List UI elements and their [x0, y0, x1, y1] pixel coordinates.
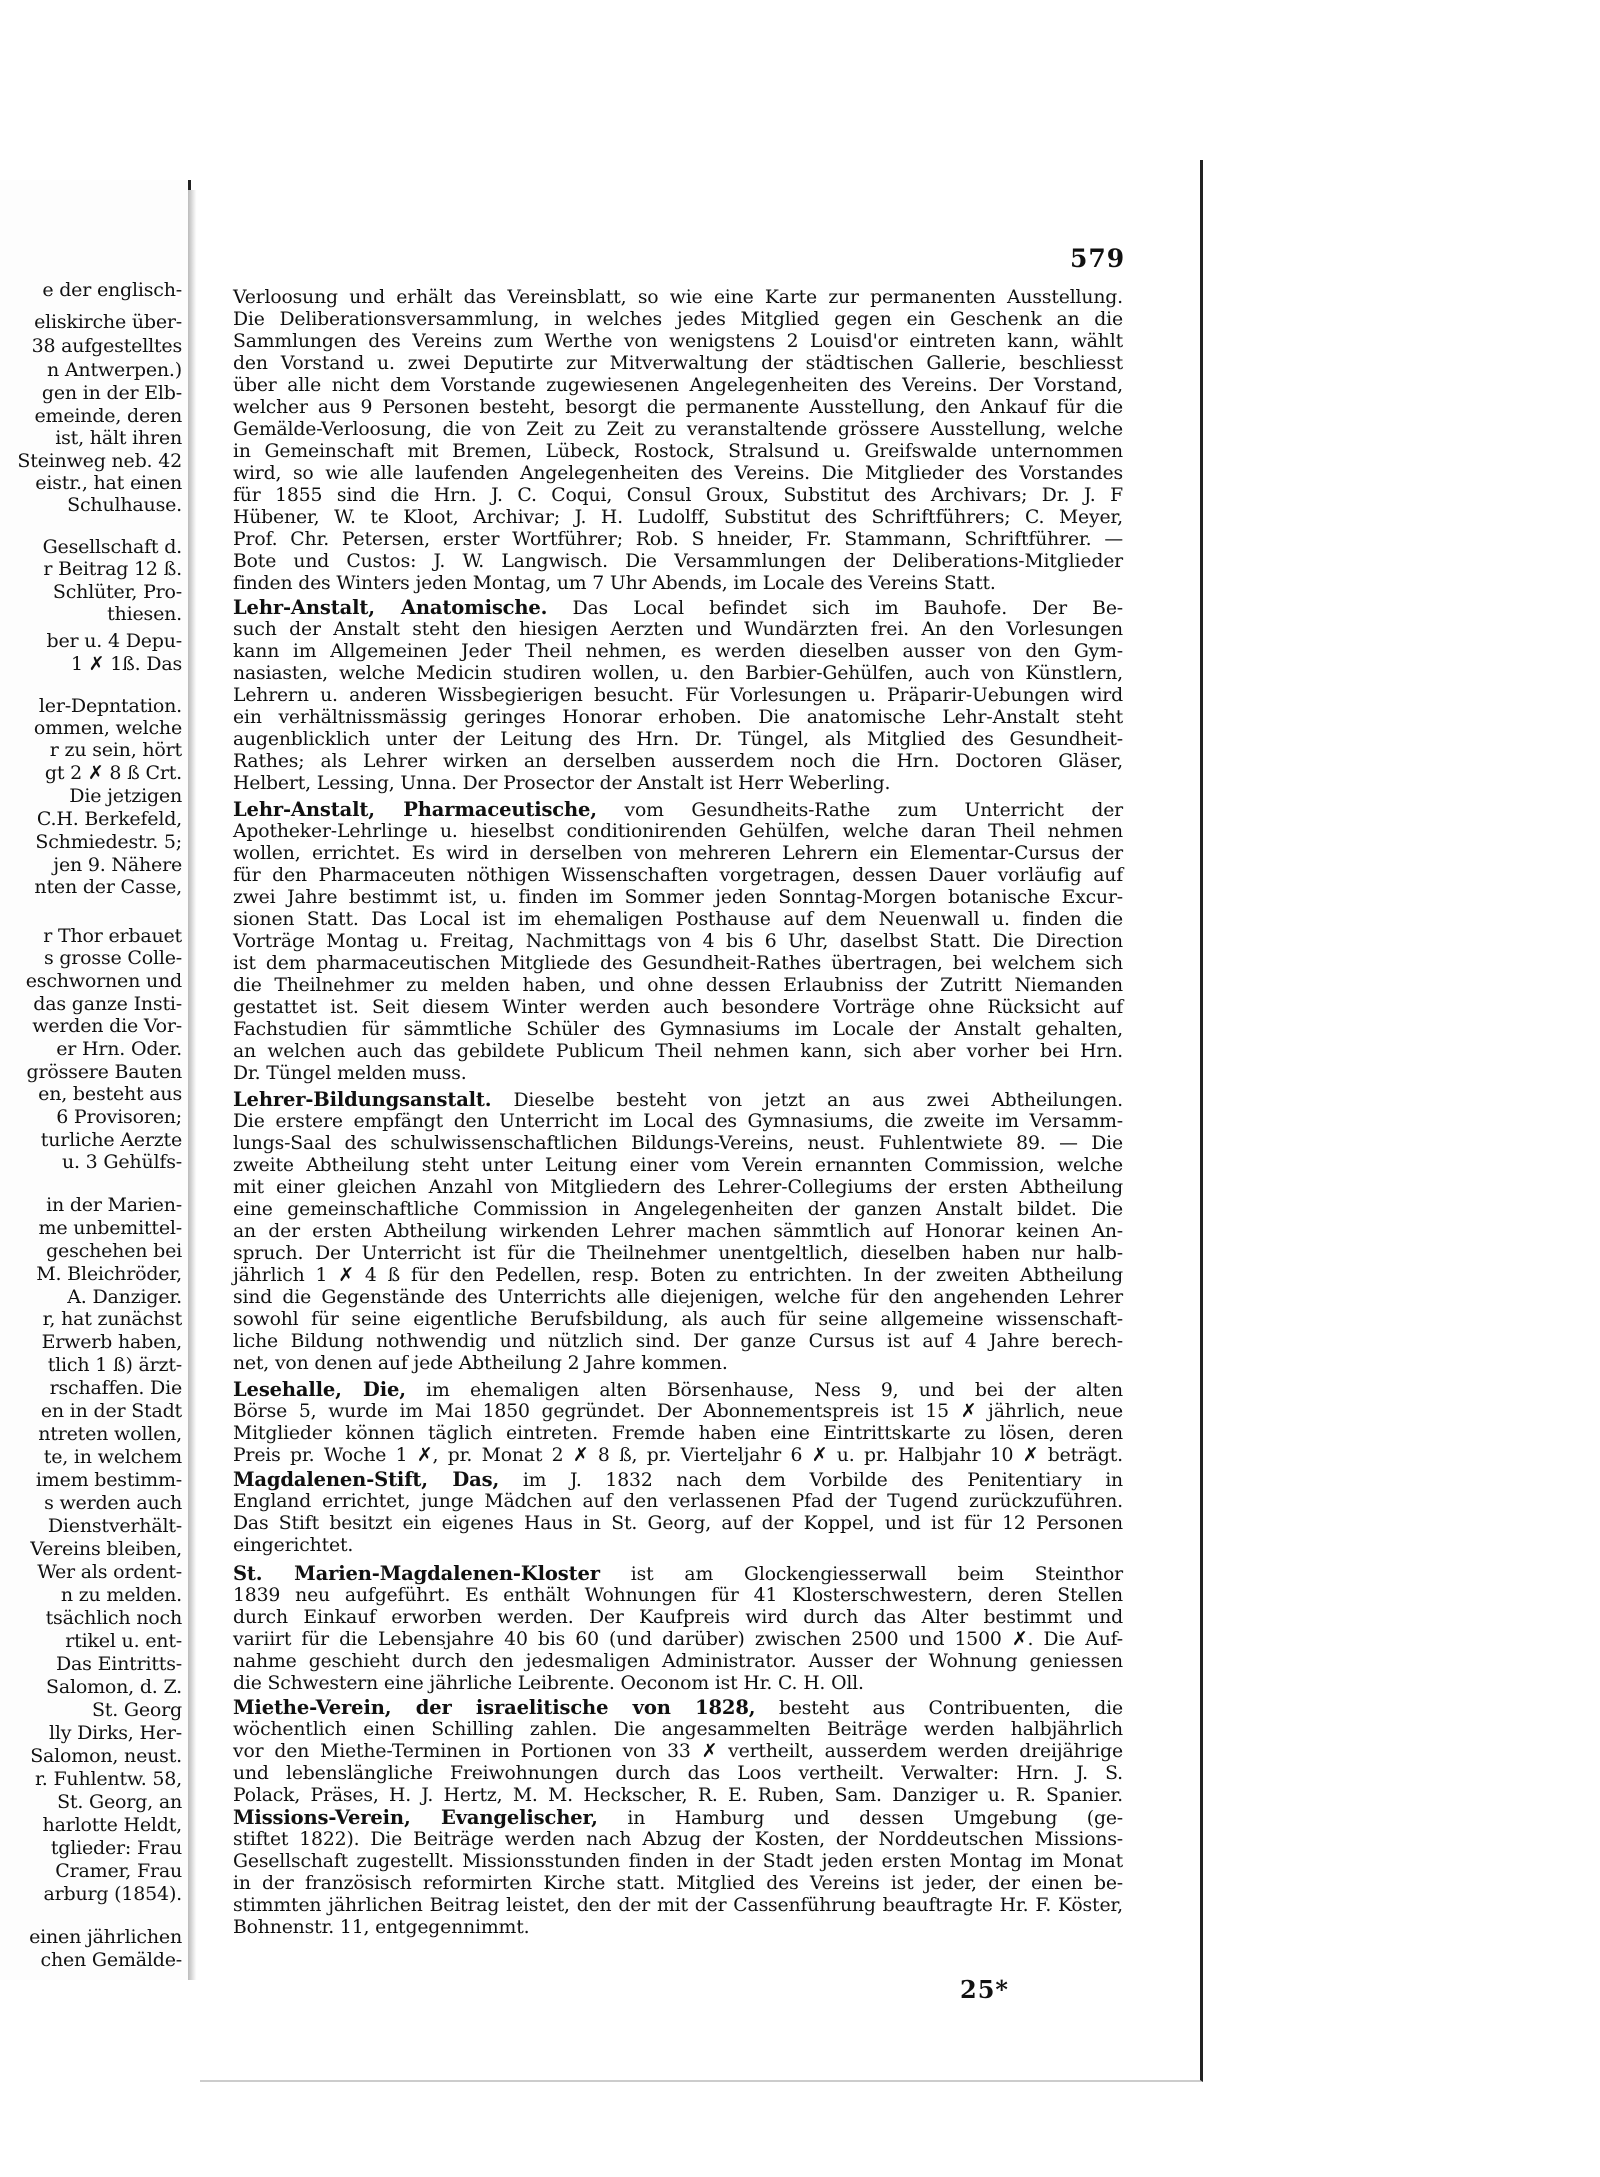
line-text: durch Einkauf erworben werden. Der Kaufpreis wird durch das Alter bestimmt und [233, 1607, 1123, 1628]
left-column-line: imem bestimm- [35, 1469, 182, 1491]
line-text: Bohnenstr. 11, entgegennimmt. [233, 1917, 530, 1938]
left-column-line: in der Marien- [46, 1194, 182, 1216]
left-column-line: 6 Provisoren; [56, 1106, 182, 1128]
line-text: net, von denen auf jede Abtheilung 2 Jahre kommen. [233, 1353, 728, 1374]
line-text: Apotheker-Lehrlinge u. hieselbst conditionirenden Gehülfen, welche daran Theil nehmen [233, 821, 1123, 842]
line-text: wird, so wie alle laufenden Angelegenheiten des Vereins. Die Mitglieder des Vorstandes [233, 463, 1123, 484]
left-column-line: Salomon, neust. [30, 1745, 182, 1767]
text-line [233, 1607, 1123, 1629]
text-line [233, 931, 1123, 953]
text-line [233, 573, 1123, 595]
line-text: stimmten jährlichen Beitrag leistet, den der mit der Cassenführung beauftragte Hr. F. Köster, [233, 1895, 1123, 1916]
line-text: ist am Glockengiesserwall beim Steinthor [599, 1564, 1123, 1585]
line-text: spruch. Der Unterricht ist für die Theilnehmer unentgeltlich, dieselben haben nur halb- [233, 1243, 1123, 1264]
line-text: sind die Gegenstände des Unterrichts alle diejenigen, welche für den angehenden Lehrer [233, 1287, 1123, 1308]
text-line [233, 909, 1123, 931]
entry-heading: Missions-Verein, Evangelischer, [233, 1806, 598, 1829]
text-line [233, 1673, 1123, 1695]
line-text: Dieselbe besteht von jetzt an aus zwei Abtheilungen. [491, 1090, 1123, 1111]
entry-heading: St. Marien-Magdalenen-Kloster [233, 1562, 600, 1585]
line-text: in der französisch reformirten Kirche statt. Mitglied des Vereins ist jeder, der einen be- [233, 1873, 1123, 1894]
line-text: variirt für die Lebensjahre 40 bis 60 (und darüber) zwischen 2500 und 1500 ✗. Die Auf- [233, 1629, 1123, 1650]
text-line [233, 1353, 1123, 1375]
text-line [233, 1535, 1123, 1557]
text-line [233, 1423, 1123, 1445]
line-text: welcher aus 9 Personen besteht, besorgt die permanente Ausstellung, den Ankauf für die [233, 397, 1123, 418]
left-column-line: ist, hält ihren [55, 427, 182, 449]
left-column-line: Steinweg neb. 42 [17, 450, 182, 472]
text-line [233, 1563, 1123, 1586]
left-column-line: en in der Stadt [40, 1400, 182, 1422]
left-column-line: Wer als ordent- [37, 1561, 182, 1583]
left-column-line: tglieder: Frau [50, 1837, 182, 1859]
text-line [233, 1309, 1123, 1331]
left-column-line: Die jetzigen [69, 785, 182, 807]
text-line [233, 1513, 1123, 1535]
left-column-line: A. Danziger. [67, 1286, 182, 1308]
text-line [233, 707, 1123, 729]
text-line [233, 1221, 1123, 1243]
left-column-line: grössere Bauten [26, 1061, 182, 1083]
left-column-line: tlich 1 ß) ärzt- [47, 1354, 182, 1376]
left-column-line: ommen, welche [33, 717, 182, 739]
left-column-line: me unbemittel- [38, 1217, 182, 1239]
line-text: Sammlungen des Vereins zum Werthe von wenigstens 2 Louisd'or eintreten kann, wählt [233, 331, 1123, 352]
left-column-line: ber u. 4 Depu- [46, 630, 182, 652]
text-line [233, 641, 1123, 663]
entry-heading: Lehr-Anstalt, Anatomische. [233, 596, 548, 619]
left-column-line: emeinde, deren [34, 405, 182, 427]
line-text: an welchen auch das gebildete Publicum Theil nehmen kann, sich aber vorher bei Hrn. [233, 1041, 1123, 1062]
text-line [233, 1807, 1123, 1830]
text-line [233, 551, 1123, 573]
text-line [233, 1089, 1123, 1112]
line-text: Dr. Tüngel melden muss. [233, 1063, 467, 1084]
left-column-line: r zu sein, hört [49, 739, 182, 761]
line-text: Fachstudien für sämmtliche Schüler des Gymnasiums im Locale der Anstalt gehalten, [233, 1019, 1123, 1040]
line-text: im J. 1832 nach dem Vorbilde des Penitentiary in [499, 1470, 1124, 1491]
text-line [233, 773, 1123, 795]
line-text: nasiasten, welche Medicin studiren wollen, u. den Barbier-Gehülfen, auch von Künstlern, [233, 663, 1123, 684]
left-column-line: er Hrn. Oder. [56, 1038, 182, 1060]
text-line [233, 1851, 1123, 1873]
text-line [233, 375, 1123, 397]
text-line [233, 1895, 1123, 1917]
entry-heading: Lehr-Anstalt, Pharmaceutische, [233, 798, 597, 821]
left-column-line: das ganze Insti- [33, 993, 182, 1015]
entry-heading: Lehrer-Bildungsanstalt. [233, 1088, 492, 1111]
line-text: im ehemaligen alten Börsenhause, Ness 9, und bei der alten [405, 1380, 1123, 1401]
line-text: nahme geschieht durch den jedesmaligen Administrator. Ausser der Wohnung geniessen [233, 1651, 1123, 1672]
book-gutter [188, 190, 200, 1980]
text-line [233, 1331, 1123, 1353]
text-line [233, 529, 1123, 551]
text-line [233, 1785, 1123, 1807]
text-line [233, 997, 1123, 1019]
text-line [233, 1155, 1123, 1177]
text-line [233, 419, 1123, 441]
line-text: Bote und Custos: J. W. Langwisch. Die Versammlungen der Deliberations-Mitglieder [233, 551, 1123, 572]
text-line [233, 843, 1123, 865]
line-text: Das Local befindet sich im Bauhofe. Der Be- [547, 598, 1123, 619]
left-column-line: ntreten wollen, [38, 1423, 182, 1445]
line-text: über alle nicht dem Vorstande zugewiesenen Angelegenheiten des Vereins. Der Vorstand, [233, 375, 1123, 396]
line-text: Rathes; als Lehrer wirken an derselben ausserdem noch die Hrn. Doctoren Gläser, [233, 751, 1123, 772]
text-line [233, 1379, 1123, 1402]
line-text: und lebenslängliche Freiwohnungen durch das Loos vertheilt. Verwalter: Hrn. J. S. [233, 1763, 1123, 1784]
left-column-line: r Thor erbauet [43, 925, 182, 947]
left-column-line: eistr., hat einen [35, 472, 182, 494]
left-column-line: jen 9. Nähere [53, 854, 182, 876]
line-text: liche Bildung nothwendig und nützlich sind. Der ganze Cursus ist auf 4 Jahre berech- [233, 1331, 1123, 1352]
left-column-line: u. 3 Gehülfs- [61, 1151, 182, 1173]
line-text: sowohl für seine eigentliche Berufsbildung, als auch für seine allgemeine wissenschaft- [233, 1309, 1123, 1330]
left-column-line: rschaffen. Die [49, 1377, 182, 1399]
line-text: Hübener, W. te Kloot, Archivar; J. H. Ludolff, Substitut des Schriftführers; C. Meyer, [233, 507, 1123, 528]
page-number: 579 [1070, 244, 1126, 273]
left-column-line: Schlüter, Pro- [52, 581, 182, 603]
line-text: in Gemeinschaft mit Bremen, Lübeck, Rostock, Stralsund u. Greifswalde unternommen [233, 441, 1123, 462]
text-line [233, 1133, 1123, 1155]
left-column-line: eschwornen und [25, 970, 182, 992]
line-text: zwei Jahre bestimmt ist, u. finden im Sommer jeden Sonntag-Morgen botanische Excur- [233, 887, 1123, 908]
left-column-line: harlotte Heldt, [42, 1814, 182, 1836]
line-text: mit einer gleichen Anzahl von Mitgliedern des Lehrer-Collegiums der ersten Abtheilung [233, 1177, 1123, 1198]
text-line [233, 397, 1123, 419]
text-line [233, 1177, 1123, 1199]
left-column-line: en, besteht aus [38, 1083, 182, 1105]
text-line [233, 485, 1123, 507]
line-text: vom Gesundheits-Rathe zum Unterricht der [596, 800, 1123, 821]
left-column-line: Salomon, d. Z. [46, 1676, 182, 1698]
line-text: Prof. Chr. Petersen, erster Wortführer; Rob. S hneider, Fr. Stammann, Schriftführer. — [233, 529, 1123, 550]
line-text: finden des Winters jeden Montag, um 7 Uhr Abends, im Locale des Vereins Statt. [233, 573, 996, 594]
left-column-line: r, hat zunächst [42, 1308, 182, 1330]
text-line [233, 1243, 1123, 1265]
line-text: die Schwestern eine jährliche Leibrente. Oeconom ist Hr. C. H. Oll. [233, 1673, 864, 1694]
left-column-line: r Beitrag 12 ß. [43, 558, 182, 580]
line-text: 1839 neu aufgeführt. Es enthält Wohnungen für 41 Klosterschwestern, deren Stellen [233, 1585, 1123, 1606]
text-line [233, 1265, 1123, 1287]
entry-heading: Lesehalle, Die, [233, 1378, 406, 1401]
left-column-line: St. Georg [91, 1699, 182, 1721]
line-text: augenblicklich unter der Leitung des Hrn. Dr. Tüngel, als Mitglied des Gesundheit- [233, 729, 1123, 750]
line-text: Preis pr. Woche 1 ✗, pr. Monat 2 ✗ 8 ß, pr. Vierteljahr 6 ✗ u. pr. Halbjahr 10 ✗ beträgt. [233, 1445, 1123, 1466]
line-text: Gesellschaft zugestellt. Missionsstunden finden in der Stadt jeden ersten Montag im Monat [233, 1851, 1123, 1872]
line-text: Die Deliberationsversammlung, in welches jedes Mitglied gegen ein Geschenk an die [233, 309, 1123, 330]
text-line [233, 331, 1123, 353]
left-column-line: Schulhause. [67, 494, 182, 516]
left-column-line: Dienstverhält- [47, 1515, 182, 1537]
line-text: sionen Statt. Das Local ist im ehemaligen Posthause auf dem Neuenwall u. finden die [233, 909, 1123, 930]
line-text: den Vorstand u. zwei Deputirte zur Mitverwaltung der städtischen Gallerie, beschliesst [233, 353, 1123, 374]
line-text: die Theilnehmer zu melden haben, und ohne dessen Erlaubniss der Zutritt Niemanden [233, 975, 1123, 996]
left-column-line: gt 2 ✗ 8 ß Crt. [44, 762, 182, 784]
text-line [233, 1063, 1123, 1085]
line-text: Polack, Präses, H. J. Hertz, M. M. Heckscher, R. E. Ruben, Sam. Danziger u. R. Spanier. [233, 1785, 1123, 1806]
text-line [233, 1917, 1123, 1939]
text-line [233, 1719, 1123, 1741]
left-column-line: 38 aufgestelltes [31, 335, 182, 357]
text-line [233, 1585, 1123, 1607]
text-line [233, 441, 1123, 463]
left-column-line: Das Eintritts- [56, 1653, 182, 1675]
left-column-line: Vereins bleiben, [30, 1538, 182, 1560]
left-column-line: lly Dirks, Her- [49, 1722, 182, 1744]
left-column-line: Schmiedestr. 5; [35, 831, 182, 853]
line-text: zweite Abtheilung steht unter Leitung einer vom Verein ernannten Commission, welche [233, 1155, 1123, 1176]
text-line [233, 1401, 1123, 1423]
line-text: Das Stift besitzt ein eigenes Haus in St. Georg, auf der Koppel, und ist für 12 Personen [233, 1513, 1123, 1534]
line-text: Verloosung und erhält das Vereinsblatt, so wie eine Karte zur permanenten Ausstellung. [233, 287, 1123, 308]
line-text: jährlich 1 ✗ 4 ß für den Pedellen, resp. Boten zu entrichten. In der zweiten Abtheilung [233, 1265, 1123, 1286]
text-line [233, 865, 1123, 887]
line-text: Gemälde-Verloosung, die von Zeit zu Zeit zu veranstaltende grössere Ausstellung, welche [233, 419, 1123, 440]
line-text: kann im Allgemeinen Jeder Theil nehmen, es werden dieselben ausser von den Gym- [233, 641, 1123, 662]
signature-mark: 25* [960, 1975, 1009, 2004]
left-column-line: n zu melden. [60, 1584, 182, 1606]
text-line [233, 663, 1123, 685]
text-line [233, 1491, 1123, 1513]
left-column-line: arburg (1854). [43, 1883, 182, 1905]
line-text: such der Anstalt steht den hiesigen Aerzten und Wundärzten frei. An den Vorlesungen [233, 619, 1123, 640]
text-line [233, 309, 1123, 331]
line-text: an der ersten Abtheilung wirkenden Lehrer machen sämmtlich auf Honorar keinen An- [233, 1221, 1123, 1242]
left-column-line: tsächlich noch [45, 1607, 182, 1629]
entry-heading: Magdalenen-Stift, Das, [233, 1468, 500, 1491]
text-line [233, 1873, 1123, 1895]
left-column-line: geschehen bei [46, 1240, 182, 1262]
left-column-line: nten der Casse, [34, 876, 182, 898]
text-line [233, 1763, 1123, 1785]
line-text: Mitglieder können täglich eintreten. Fremde haben eine Eintrittskarte zu lösen, deren [233, 1423, 1123, 1444]
left-column-line: turliche Aerzte [40, 1129, 182, 1151]
line-text: Vorträge Montag u. Freitag, Nachmittags von 4 bis 6 Uhr, daselbst Statt. Die Direction [233, 931, 1123, 952]
line-text: England errichtet, junge Mädchen auf den verlassenen Pfad der Tugend zurückzuführen. [233, 1491, 1123, 1512]
left-column-line: einen jährlichen [29, 1926, 182, 1948]
text-line [233, 463, 1123, 485]
left-column-line: chen Gemälde- [40, 1949, 182, 1971]
text-line [233, 1651, 1123, 1673]
text-line [233, 1629, 1123, 1651]
line-text: stiftet 1822). Die Beiträge werden nach Abzug der Kosten, der Norddeutschen Missions- [233, 1829, 1123, 1850]
line-text: Börse 5, wurde im Mai 1850 gegründet. Der Abonnementspreis ist 15 ✗ jährlich, neue [233, 1401, 1123, 1422]
left-column-line: te, in welchem [43, 1446, 182, 1468]
line-text: wöchentlich einen Schilling zahlen. Die angesammelten Beiträge werden halbjährlich [233, 1719, 1123, 1740]
text-line [233, 597, 1123, 620]
left-column-line: Erwerb haben, [41, 1331, 182, 1353]
text-line [233, 1041, 1123, 1063]
left-column-line: s grosse Colle- [43, 947, 182, 969]
left-column-line: r. Fuhlentw. 58, [34, 1768, 182, 1790]
left-column-line: rtikel u. ent- [65, 1630, 182, 1652]
left-column-line: e der englisch- [42, 279, 182, 301]
text-line [233, 821, 1123, 843]
text-line [233, 685, 1123, 707]
line-text: ein verhältnissmässig geringes Honorar erhoben. Die anatomische Lehr-Anstalt steht [233, 707, 1123, 728]
text-line [233, 1287, 1123, 1309]
text-line [233, 1697, 1123, 1720]
text-line [233, 953, 1123, 975]
line-text: gestattet ist. Seit diesem Winter werden auch besondere Vorträge ohne Rücksicht auf [233, 997, 1123, 1018]
text-line [233, 975, 1123, 997]
line-text: lungs-Saal des schulwissenschaftlichen Bildungs-Vereins, neust. Fuhlentwiete 89. — Die [233, 1133, 1123, 1154]
left-column-line: ler-Depntation. [38, 695, 182, 717]
line-text: Die erstere empfängt den Unterricht im Local des Gymnasiums, die zweite im Versamm- [233, 1111, 1123, 1132]
line-text: vor den Miethe-Terminen in Portionen von 33 ✗ vertheilt, ausserdem werden dreijährige [233, 1741, 1123, 1762]
text-line [233, 507, 1123, 529]
left-column-line: eliskirche über- [34, 311, 182, 333]
left-column-line: Cramer, Frau [55, 1860, 182, 1882]
left-column-line: werden die Vor- [32, 1015, 182, 1037]
text-line [233, 1469, 1123, 1492]
left-page-fragment [0, 180, 191, 1980]
left-column-line: M. Bleichröder, [36, 1263, 182, 1285]
left-column-line: St. Georg, an [57, 1791, 182, 1813]
text-line [233, 729, 1123, 751]
text-line [233, 287, 1123, 309]
text-line [233, 1199, 1123, 1221]
left-column-line: C.H. Berkefeld, [36, 808, 182, 830]
left-column-line: Gesellschaft d. [42, 536, 182, 558]
text-line [233, 353, 1123, 375]
left-column-line: s werden auch [44, 1492, 182, 1514]
text-line [233, 1829, 1123, 1851]
line-text: für den Pharmaceuten nöthigen Wissenschaften vorgetragen, dessen Dauer vorläufig auf [233, 865, 1123, 886]
line-text: eingerichtet. [233, 1535, 354, 1556]
text-line [233, 1111, 1123, 1133]
line-text: für 1855 sind die Hrn. J. C. Coqui, Consul Groux, Substitut des Archivars; Dr. J. F [233, 485, 1123, 506]
left-column-line: gen in der Elb- [41, 382, 182, 404]
line-text: besteht aus Contribuenten, die [755, 1698, 1123, 1719]
line-text: eine gemeinschaftliche Commission in Angelegenheiten der ganzen Anstalt bildet. Die [233, 1199, 1123, 1220]
left-column-line: 1 ✗ 1ß. Das [70, 653, 182, 675]
entry-heading: Miethe-Verein, der israelitische von 1828, [233, 1696, 756, 1719]
left-column-line: n Antwerpen.) [47, 359, 182, 381]
line-text: wollen, errichtet. Es wird in derselben von mehreren Lehrern ein Elementar-Cursus der [233, 843, 1123, 864]
text-line [233, 751, 1123, 773]
line-text: Helbert, Lessing, Unna. Der Prosector der Anstalt ist Herr Weberling. [233, 773, 891, 794]
line-text: in Hamburg und dessen Umgebung (ge- [597, 1808, 1123, 1829]
line-text: ist dem pharmaceutischen Mitgliede des Gesundheit-Rathes übertragen, bei welchem sich [233, 953, 1123, 974]
text-line [233, 1019, 1123, 1041]
text-line [233, 619, 1123, 641]
line-text: Lehrern u. anderen Wissbegierigen besucht. Für Vorlesungen u. Präparir-Uebungen wird [233, 685, 1123, 706]
text-line [233, 1445, 1123, 1467]
text-line [233, 887, 1123, 909]
text-line [233, 799, 1123, 822]
text-line [233, 1741, 1123, 1763]
left-column-line: thiesen. [107, 603, 182, 625]
